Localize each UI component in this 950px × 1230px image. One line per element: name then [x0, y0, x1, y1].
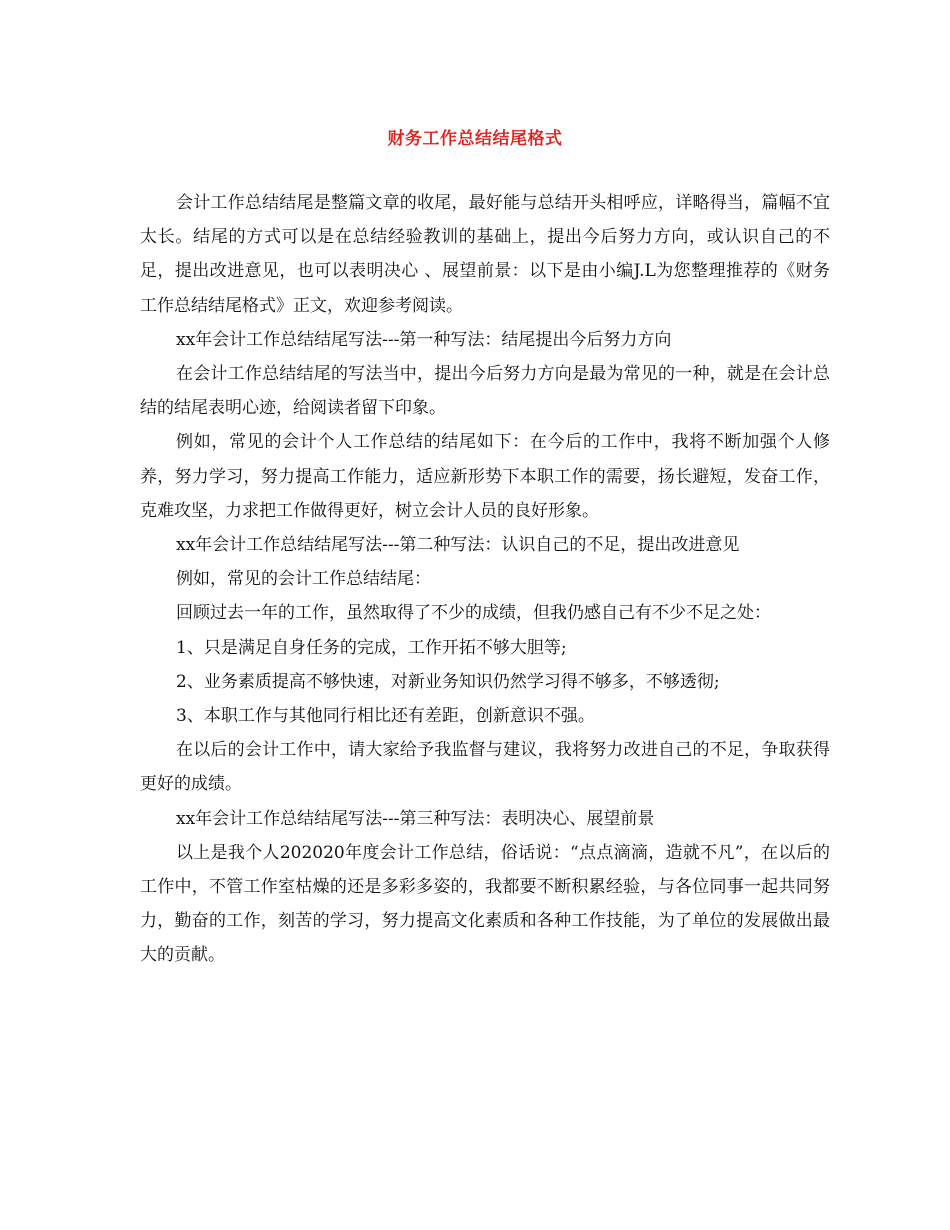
section-heading: xx年会计工作总结结尾写法---第三种写法：表明决心、展望前景	[176, 808, 655, 829]
list-item: 1、只是满足自身任务的完成，工作开拓不够大胆等;	[176, 637, 567, 658]
paragraph: 以上是我个人202020年度会计工作总结，俗话说：“点点滴滴，造就不凡”，在以后的工作中，不管工作室枯燥的还是多彩多姿的，我都要不断积累经验，与各位同事一起共同努力，勤奋的工作，刻苦的学习，努力提高文化素质和各种工作技能，为了单位的发展做出最大的贡献。	[140, 842, 830, 966]
paragraph: 在以后的会计工作中，请大家给予我监督与建议，我将努力改进自己的不足，争取获得更好的成绩。	[140, 740, 830, 795]
paragraph: 例如，常见的会计个人工作总结的结尾如下：在今后的工作中，我将不断加强个人修养，努力学习，努力提高工作能力，适应新形势下本职工作的需要，扬长避短，发奋工作，克难攻坚，力求把工作做得更好，树立会计人员的良好形象。	[140, 432, 830, 521]
paragraph: 在会计工作总结结尾的写法当中，提出今后努力方向是最为常见的一种，就是在会计总结的结尾表明心迹，给阅读者留下印象。	[140, 364, 830, 419]
section-heading: xx年会计工作总结结尾写法---第二种写法：认识自己的不足，提出改进意见	[176, 535, 740, 556]
section-heading: xx年会计工作总结结尾写法---第一种写法：结尾提出今后努力方向	[176, 329, 672, 350]
document-body	[140, 186, 830, 973]
list-item: 2、业务素质提高不够快速，对新业务知识仍然学习得不够多，不够透彻;	[176, 671, 720, 692]
paragraph: 例如，常见的会计工作总结结尾：	[176, 569, 431, 590]
paragraph: 回顾过去一年的工作，虽然取得了不少的成绩，但我仍感自己有不少不足之处：	[176, 603, 771, 624]
paragraph: 会计工作总结结尾是整篇文章的收尾，最好能与总结开头相呼应，详略得当，篇幅不宜太长。结尾的方式可以是在总结经验教训的基础上，提出今后努力方向，或认识自己的不足，提出改进意见，也可以表明决心 、展望前景：以下是由小编J.L为您整理推荐的《财务工作总结结尾格式》正文，欢迎参考阅读。	[140, 193, 830, 316]
list-item: 3、本职工作与其他同行相比还有差距，创新意识不强。	[176, 706, 595, 727]
document-title: 财务工作总结结尾格式	[387, 129, 563, 149]
